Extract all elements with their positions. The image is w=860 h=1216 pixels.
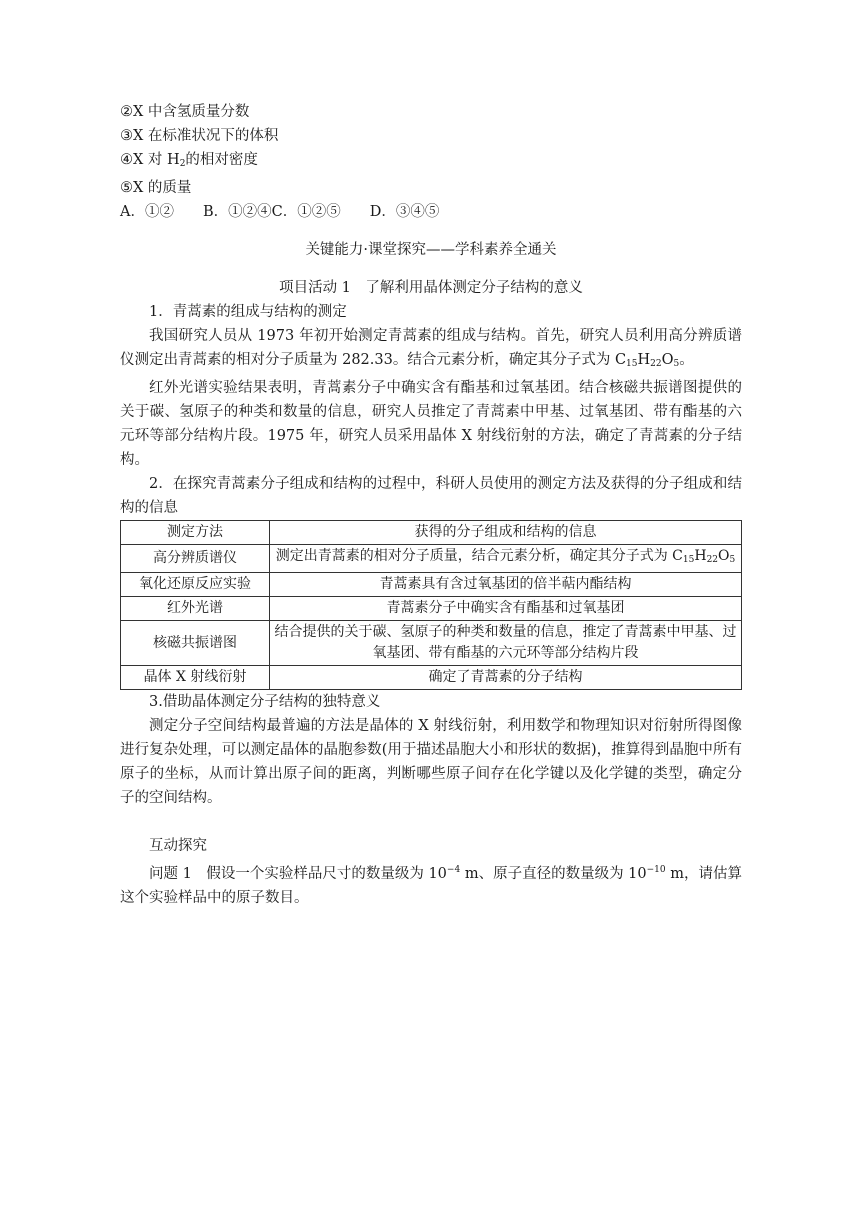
activity-title: 项目活动 1 了解利用晶体测定分子结构的意义 [279,280,583,296]
option-5: ⑤X 的质量 [120,180,192,196]
table-row [121,545,742,573]
methods-table [120,520,742,690]
table-cell-info: 测定出青蒿素的相对分子质量，结合元素分析，确定其分子式为 $C_{15}H_{22}O_5$ [270,545,742,573]
table-cell-info: 结合提供的关于碳、氢原子的种类和数量的信息，推定了青蒿素中甲基、过氧基团、带有酯基的六元环等部分结构片段 [270,621,742,666]
spacer [120,810,742,834]
interactive-title: 互动探究 [149,838,207,854]
table-cell-method: 晶体 X 射线衍射 [121,666,270,690]
section-title: 关键能力·课堂探究——学科素养全通关 [305,242,557,258]
table-row [121,621,742,666]
table-cell-method: 红外光谱 [121,597,270,621]
document-page [120,100,742,910]
option-3: ③X 在标准状况下的体积 [120,128,279,144]
table-cell-method: 核磁共振谱图 [121,621,270,666]
table-cell-method: 高分辨质谱仪 [121,545,270,573]
table-cell-method: 氧化还原反应实验 [121,573,270,597]
paragraph-2: 红外光谱实验结果表明，青蒿素分子中确实含有酯基和过氧基团。结合核磁共振谱图提供的关于碳、氢原子的种类和数量的信息，研究人员推定了青蒿素中甲基、过氧基团、带有酯基的六元环等部分结构片段。1975 年，研究人员采用晶体 X 射线衍射的方法，确定了青蒿素的分子结构。 [120,380,742,468]
answer-choices: A．①② B．①②④C．①②⑤ D．③④⑤ [120,204,440,220]
paragraph-3: 测定分子空间结构最普遍的方法是晶体的 X 射线衍射，利用数学和物理知识对衍射所得图像进行复杂处理，可以测定晶体的晶胞参数(用于描述晶胞大小和形状的数据)，推算得到晶胞中所有原子的坐标，从而计算出原子间的距离，判断哪些原子间存在化学键以及化学键的类型，确定分子的空间结构。 [120,718,742,806]
table-header-cell: 获得的分子组成和结构的信息 [270,521,742,545]
table-cell-info: 确定了青蒿素的分子结构 [270,666,742,690]
heading-3: 3.借助晶体测定分子结构的独特意义 [149,694,381,710]
table-header-row [121,521,742,545]
table-header-cell: 测定方法 [121,521,270,545]
heading-1: 1．青蒿素的组成与结构的测定 [149,304,347,320]
table-cell-info: 青蒿素分子中确实含有酯基和过氧基团 [270,597,742,621]
table-row [121,597,742,621]
table-row [121,666,742,690]
paragraph-1: 我国研究人员从 1973 年初开始测定青蒿素的组成与结构。首先，研究人员利用高分辨质谱仪测定出青蒿素的相对分子质量为 282.33。结合元素分析，确定其分子式为 $C_{15}H_{22}O_5$。 [120,328,742,369]
option-4: ④X 对 $H_2$的相对密度 [120,152,258,169]
table-row [121,573,742,597]
heading-2: 2．在探究青蒿素分子组成和结构的过程中，科研人员使用的测定方法及获得的分子组成和结构的信息 [120,476,742,516]
question-1: 问题 1 假设一个实验样品尺寸的数量级为 $10^{-4}$ m、原子直径的数量级为 $10^{-10}$ m，请估算这个实验样品中的原子数目。 [120,865,743,906]
option-2: ②X 中含氢质量分数 [120,104,250,120]
table-cell-info: 青蒿素具有含过氧基团的倍半萜内酯结构 [270,573,742,597]
